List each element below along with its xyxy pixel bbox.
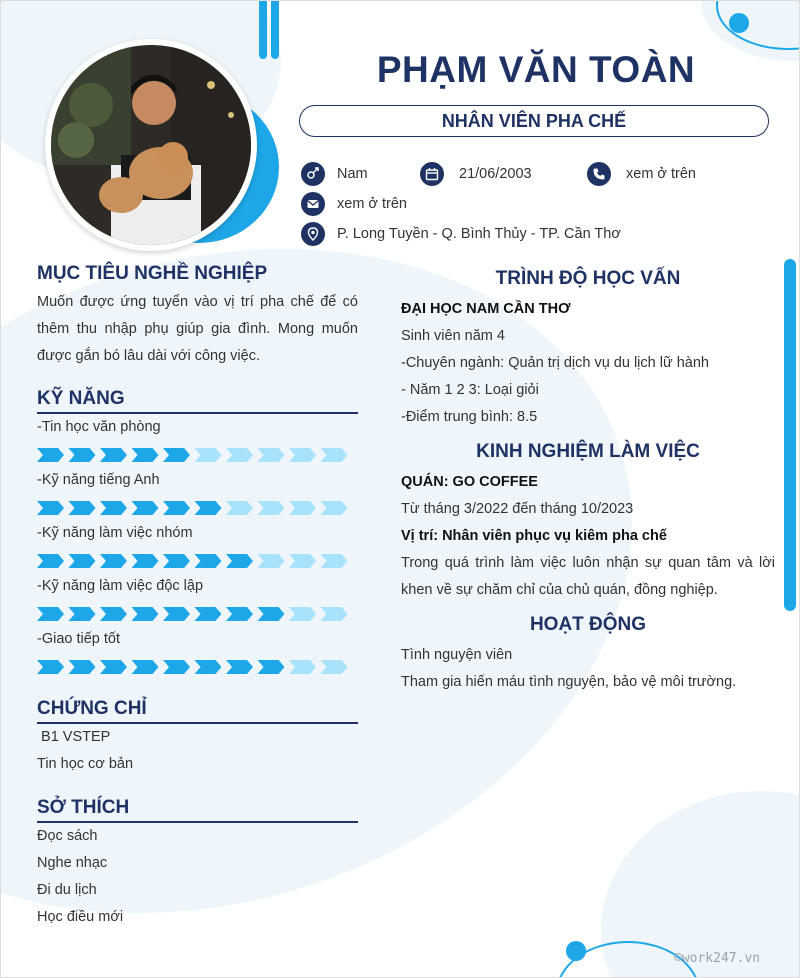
skill-chevron-filled: [69, 554, 96, 568]
skill-chevron-empty: [195, 448, 222, 462]
skill-chevron-filled: [69, 501, 96, 515]
skill-chevron-filled: [37, 448, 64, 462]
skill-chevron-filled: [258, 660, 285, 674]
skill-level-bar: [37, 606, 357, 622]
skill-chevron-filled: [163, 660, 190, 674]
experience-company: QUÁN: GO COFFEE: [401, 474, 538, 490]
decor-side-bar: [784, 259, 796, 611]
skill-chevron-filled: [132, 501, 159, 515]
birthday-value: 21/06/2003: [459, 166, 532, 182]
candidate-name: PHẠM VĂN TOÀN: [376, 49, 696, 90]
skill-chevron-filled: [226, 660, 253, 674]
skills-title: KỸ NĂNG: [37, 388, 125, 409]
skill-chevron-empty: [258, 448, 285, 462]
skill-chevron-filled: [132, 660, 159, 674]
skill-chevron-empty: [289, 554, 316, 568]
skill-level-bar: [37, 500, 357, 516]
skill-label: -Kỹ năng làm việc nhóm: [37, 525, 193, 541]
skill-label: -Giao tiếp tốt: [37, 631, 121, 647]
phone-icon: [587, 162, 611, 186]
skill-chevron-filled: [100, 607, 127, 621]
objective-title: MỤC TIÊU NGHỀ NGHIỆP: [37, 263, 268, 284]
skill-level-bar: [37, 447, 357, 463]
skill-chevron-filled: [132, 607, 159, 621]
skill-chevron-filled: [163, 607, 190, 621]
email-value: xem ở trên: [337, 196, 407, 212]
skill-chevron-empty: [226, 501, 253, 515]
experience-period: Từ tháng 3/2022 đến tháng 10/2023: [401, 501, 634, 517]
skill-chevron-empty: [289, 607, 316, 621]
calendar-icon: [420, 162, 444, 186]
skill-chevron-filled: [132, 554, 159, 568]
skill-chevron-filled: [163, 448, 190, 462]
skill-chevron-filled: [195, 607, 222, 621]
email-icon: [301, 192, 325, 216]
education-title: TRÌNH ĐỘ HỌC VẤN: [495, 268, 681, 289]
skill-chevron-filled: [37, 660, 64, 674]
activity-line: Tình nguyện viên: [401, 647, 513, 663]
skill-chevron-filled: [195, 501, 222, 515]
objective-text: Muốn được ứng tuyển vào vị trí pha chế để có thêm thu nhập phụ giúp gia đình. Mong muốn được gắn bó lâu dài với công việc.: [37, 294, 358, 364]
decor-dot-top: [729, 13, 749, 33]
skill-label: -Kỹ năng làm việc độc lập: [37, 578, 204, 594]
skill-chevron-filled: [100, 448, 127, 462]
activity-line: Tham gia hiến máu tình nguyện, bảo vệ môi trường.: [401, 674, 737, 690]
hobbies-title: SỞ THÍCH: [37, 797, 130, 818]
skill-chevron-filled: [226, 554, 253, 568]
address-value: P. Long Tuyền - Q. Bình Thủy - TP. Cần Thơ: [337, 226, 621, 242]
skill-chevron-empty: [258, 501, 285, 515]
skill-chevron-empty: [226, 448, 253, 462]
skill-level-bar: [37, 659, 357, 675]
profile-photo: [51, 45, 251, 245]
job-title: NHÂN VIÊN PHA CHẾ: [299, 105, 769, 137]
certificate-item: B1 VSTEP: [37, 729, 111, 745]
skill-chevron-filled: [100, 501, 127, 515]
hobby-item: Đọc sách: [37, 828, 98, 844]
skill-chevron-filled: [258, 607, 285, 621]
certificates-title: CHỨNG CHỈ: [37, 698, 147, 719]
skill-chevron-empty: [321, 501, 348, 515]
skill-chevron-filled: [100, 554, 127, 568]
education-line: - Năm 1 2 3: Loại giỏi: [401, 382, 539, 398]
decor-bar-left: [259, 1, 267, 59]
experience-description: Trong quá trình làm việc luôn nhận sự quan tâm và lời khen về sự chăm chỉ của chủ quán, đồng nghiệp.: [401, 555, 775, 598]
gender-value: Nam: [337, 166, 368, 182]
education-line: -Chuyên ngành: Quản trị dịch vụ du lịch lữ hành: [401, 355, 709, 371]
avatar: [45, 39, 257, 251]
education-line: -Điểm trung bình: 8.5: [401, 409, 538, 425]
skill-chevron-filled: [132, 448, 159, 462]
skill-label: -Kỹ năng tiếng Anh: [37, 472, 160, 488]
skill-level-bar: [37, 553, 357, 569]
skill-chevron-filled: [163, 501, 190, 515]
experience-position: Vị trí: Nhân viên phục vụ kiêm pha chế: [401, 528, 667, 544]
skill-chevron-empty: [289, 660, 316, 674]
watermark: ©work247.vn: [674, 951, 761, 966]
education-line: Sinh viên năm 4: [401, 328, 505, 344]
skill-chevron-empty: [289, 501, 316, 515]
skill-chevron-empty: [321, 660, 348, 674]
skill-chevron-empty: [321, 448, 348, 462]
activities-title: HOẠT ĐỘNG: [529, 614, 647, 635]
skill-chevron-filled: [69, 607, 96, 621]
hobby-item: Nghe nhạc: [37, 855, 108, 871]
education-school: ĐẠI HỌC NAM CẦN THƠ: [401, 301, 571, 317]
phone-value: xem ở trên: [626, 166, 696, 182]
skill-chevron-filled: [100, 660, 127, 674]
skill-chevron-empty: [321, 607, 348, 621]
skill-chevron-filled: [163, 554, 190, 568]
experience-title: KINH NGHIỆM LÀM VIỆC: [476, 441, 700, 462]
skill-chevron-filled: [37, 554, 64, 568]
skill-chevron-filled: [226, 607, 253, 621]
profile-photo-image: [51, 45, 251, 245]
hobby-item: Đi du lịch: [37, 882, 97, 898]
skill-chevron-filled: [37, 501, 64, 515]
certificate-item: Tin học cơ bản: [37, 756, 134, 772]
gender-icon: [301, 162, 325, 186]
skill-chevron-filled: [195, 660, 222, 674]
skill-label: -Tin học văn phòng: [37, 419, 161, 435]
hobby-item: Học điều mới: [37, 909, 124, 925]
skill-chevron-empty: [321, 554, 348, 568]
skill-chevron-empty: [289, 448, 316, 462]
location-icon: [301, 222, 325, 246]
decor-bar-right: [271, 1, 279, 59]
skill-chevron-filled: [69, 660, 96, 674]
decor-dot-bottom: [566, 941, 586, 961]
skill-chevron-filled: [37, 607, 64, 621]
skill-chevron-filled: [69, 448, 96, 462]
skill-chevron-empty: [258, 554, 285, 568]
skill-chevron-filled: [195, 554, 222, 568]
